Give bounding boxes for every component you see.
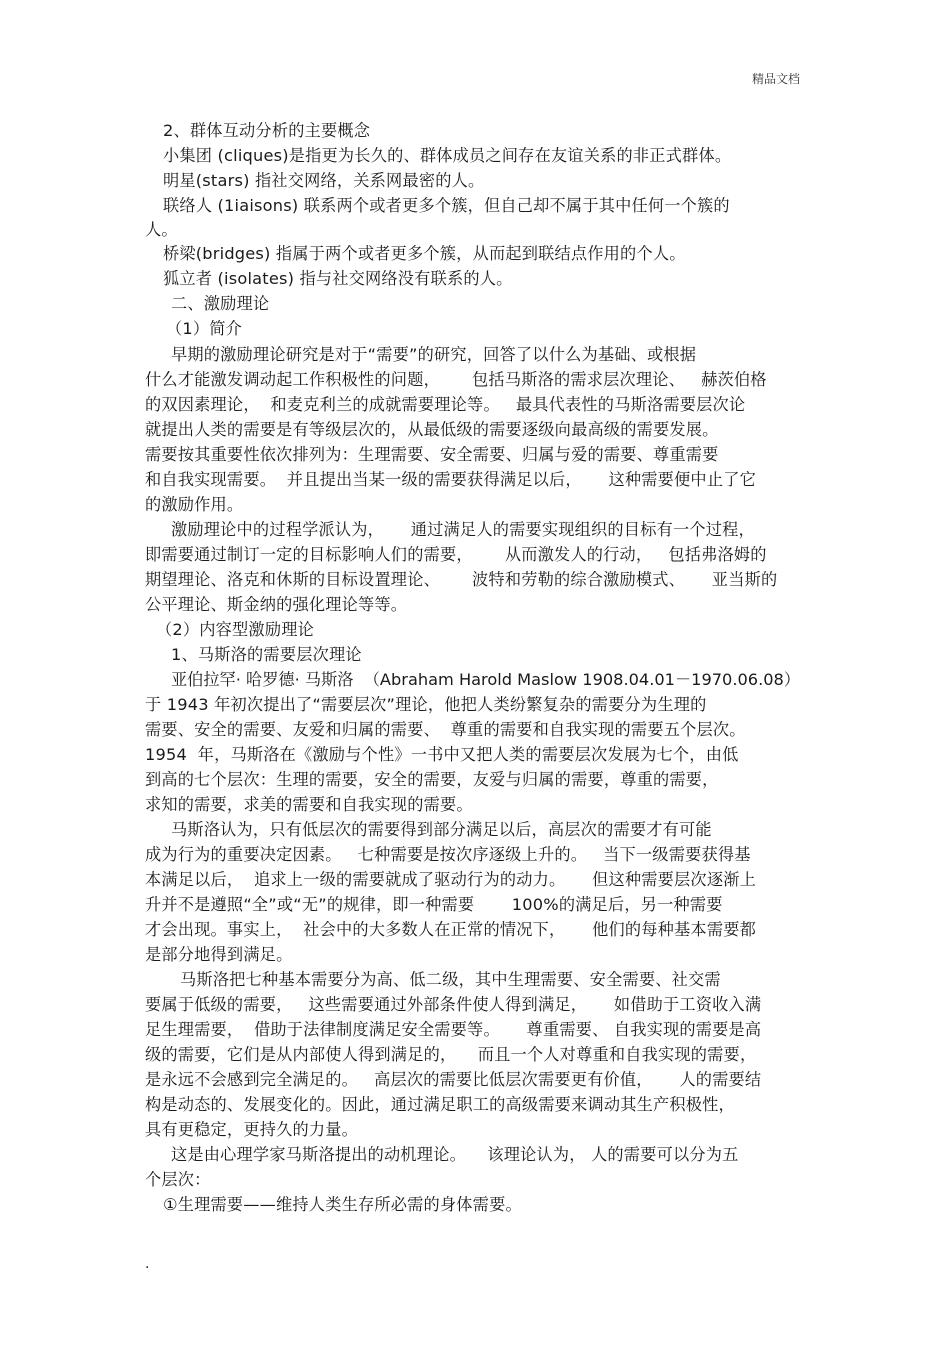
text-line: ①生理需要——维持人类生存所必需的身体需要。 — [163, 1195, 522, 1214]
text-line: 激励理论中的过程学派认为， 通过满足人的需要实现组织的目标有一个过程， — [171, 520, 755, 539]
text-line: 亚伯拉罕· 哈罗德· 马斯洛 （Abraham Harold Maslow 1908.04.01－1970.06.08） — [171, 670, 801, 689]
text-line: 1954 年，马斯洛在《激励与个性》一书中又把人类的需要层次发展为七个，由低 — [145, 745, 739, 764]
page-header-label: 精品文档 — [752, 72, 801, 86]
subsection-heading: 1、马斯洛的需要层次理论 — [171, 645, 362, 664]
text-line: 足生理需要， 借助于法律制度满足安全需要等。 尊重需要、 自我实现的需要是高 — [145, 1020, 762, 1039]
text-line: 具有更稳定，更持久的力量。 — [145, 1120, 359, 1139]
section-heading: 二、激励理论 — [171, 294, 270, 313]
text-line: 人。 — [145, 220, 178, 239]
footer-mark: . — [145, 1256, 150, 1272]
text-line: 才会出现。事实上， 社会中的大多数人在正常的情况下， 他们的每种基本需要都 — [145, 920, 756, 939]
text-line: 联络人 (1iaisons) 联系两个或者更多个簇，但自己却不属于其中任何一个簇的 — [163, 196, 730, 215]
text-line: 于 1943 年初次提出了“需要层次”理论，他把人类纷繁复杂的需要分为生理的 — [145, 695, 707, 714]
subsection-heading: （2）内容型激励理论 — [156, 620, 314, 639]
text-line: 马斯洛把七种基本需要分为高、低二级，其中生理需要、安全需要、社交需 — [180, 970, 721, 989]
text-line: 的双因素理论， 和麦克利兰的成就需要理论等。 最具代表性的马斯洛需要层次论 — [145, 395, 746, 414]
text-line: 明星(stars) 指社交网络，关系网最密的人。 — [163, 171, 485, 190]
text-line: 个层次： — [145, 1170, 211, 1189]
text-line: 即需要通过制订一定的目标影响人们的需要， 从而激发人的行动， 包括弗洛姆的 — [145, 545, 767, 564]
text-line: 要属于低级的需要， 这些需要通过外部条件使人得到满足， 如借助于工资收入满 — [145, 995, 762, 1014]
text-line: 什么才能激发调动起工作积极性的问题， 包括马斯洛的需求层次理论、 赫茨伯格 — [145, 370, 767, 389]
text-line: 需要、安全的需要、友爱和归属的需要、 尊重的需要和自我实现的需要五个层次。 — [145, 720, 746, 739]
text-line: 成为行为的重要决定因素。 七种需要是按次序逐级上升的。 当下一级需要获得基 — [145, 845, 751, 864]
text-line: 狐立者 (isolates) 指与社交网络没有联系的人。 — [163, 269, 513, 288]
text-line: 期望理论、洛克和休斯的目标设置理论、 波特和劳勒的综合激励模式、 亚当斯的 — [145, 570, 778, 589]
text-line: 和自我实现需要。 并且提出当某一级的需要获得满足以后， 这种需要便中止了它 — [145, 470, 756, 489]
text-line: 需要按其重要性依次排列为：生理需要、安全需要、归属与爱的需要、尊重需要 — [145, 445, 719, 464]
text-line: 是永远不会感到完全满足的。 高层次的需要比低层次需要更有价值， 人的需要结 — [145, 1070, 762, 1089]
text-line: 就提出人类的需要是有等级层次的，从最低级的需要逐级向最高级的需要发展。 — [145, 420, 719, 439]
text-line: 本满足以后， 追求上一级的需要就成了驱动行为的动力。 但这种需要层次逐渐上 — [145, 870, 756, 889]
text-line: 桥梁(bridges) 指属于两个或者更多个簇，从而起到联结点作用的个人。 — [163, 244, 686, 263]
text-line: 级的需要，它们是从内部使人得到满足的， 而且一个人对尊重和自我实现的需要， — [145, 1045, 757, 1064]
text-line: 是部分地得到满足。 — [145, 945, 293, 964]
section-heading: 2、群体互动分析的主要概念 — [163, 121, 371, 140]
text-line: 求知的需要，求美的需要和自我实现的需要。 — [145, 795, 473, 814]
text-line: 升并不是遵照“全”或“无”的规律，即一种需要 100%的满足后，另一种需要 — [145, 895, 723, 914]
text-line: 的激励作用。 — [145, 495, 244, 514]
subsection-heading: （1）简介 — [166, 319, 243, 338]
text-line: 马斯洛认为，只有低层次的需要得到部分满足以后，高层次的需要才有可能 — [171, 820, 712, 839]
text-line: 小集团 (cliques)是指更为长久的、群体成员之间存在友谊关系的非正式群体。 — [163, 146, 732, 165]
text-line: 公平理论、斯金纳的强化理论等等。 — [145, 595, 408, 614]
text-line: 早期的激励理论研究是对于“需要”的研究，回答了以什么为基础、或根据 — [171, 345, 697, 364]
text-line: 这是由心理学家马斯洛提出的动机理论。 该理论认为， 人的需要可以分为五 — [171, 1145, 739, 1164]
text-line: 构是动态的、发展变化的。因此，通过满足职工的高级需要来调动其生产积极性， — [145, 1095, 735, 1114]
text-line: 到高的七个层次：生理的需要，安全的需要，友爱与归属的需要，尊重的需要， — [145, 770, 719, 789]
